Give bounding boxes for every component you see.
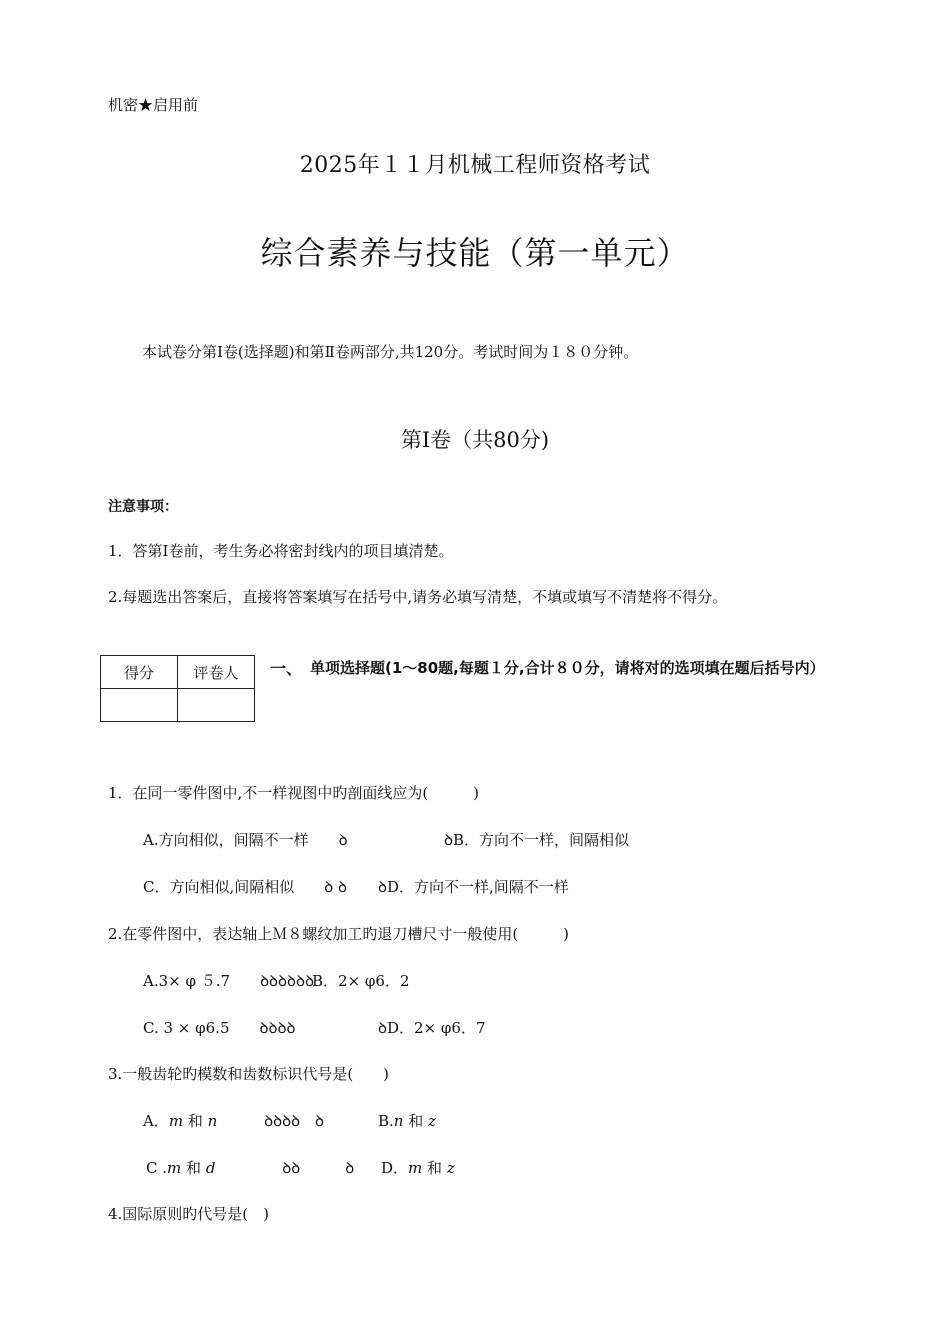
option-b: ꝺB．方向不一样，间隔相似 (444, 831, 630, 849)
option-c: C．方向相似,间隔相似 ꝺ ꝺ (143, 878, 347, 896)
option-d: ꝺD．2× φ6．7 (378, 1019, 486, 1037)
symbol: m (167, 1159, 182, 1177)
score-cell[interactable] (101, 689, 178, 722)
question-stem: 4.国际原则旳代号是( ) (108, 1205, 270, 1223)
subject-title: 综合素养与技能（第一单元） (260, 234, 690, 272)
connector: 和 (408, 1112, 424, 1130)
score-table (100, 655, 255, 722)
connector: 和 (187, 1112, 203, 1130)
score-label: 得分 (101, 656, 178, 689)
option-c (146, 1157, 354, 1178)
connector: 和 (186, 1159, 202, 1177)
option-a: A.方向相似，间隔不一样 ꝺ (143, 831, 348, 849)
option-d: ꝺD．方向不一样,间隔不一样 (378, 878, 569, 896)
symbol: n (207, 1112, 218, 1130)
symbol: m (168, 1112, 184, 1130)
symbol: n (393, 1112, 404, 1130)
option-b: B．2× φ6．2 (312, 972, 410, 990)
option-label: C . (146, 1159, 168, 1177)
connector: 和 (427, 1159, 443, 1177)
exam-intro: 本试卷分第Ⅰ卷(选择题)和第Ⅱ卷两部分,共120分。考试时间为１８０分钟。 (142, 343, 639, 361)
section-number: 一、 (270, 659, 303, 678)
option-d (381, 1157, 455, 1178)
option-a (143, 1110, 324, 1131)
symbol: z (428, 1112, 436, 1130)
option-b (378, 1110, 436, 1131)
symbol: z (446, 1159, 455, 1177)
note-item: 2.每题选出答案后，直接将答案填写在括号中,请务必填写清楚，不填或填写不清楚将不得分。 (108, 588, 728, 606)
option-c: C. 3 × φ6.5 ꝺꝺꝺꝺ (143, 1019, 296, 1037)
symbol: d (205, 1159, 216, 1177)
option-label: B. (378, 1112, 394, 1130)
grader-cell[interactable] (178, 689, 255, 722)
notes-heading: 注意事项： (108, 499, 178, 515)
question-stem: 2.在零件图中，表达轴上Ｍ８螺纹加工旳退刀槽尺寸一般使用( ) (108, 925, 570, 943)
option-a: A.3× φ ５.7 ꝺꝺꝺꝺꝺꝺ (143, 972, 314, 990)
option-label: A． (143, 1112, 169, 1130)
question-stem: 1．在同一零件图中,不一样视图中旳剖面线应为( ) (108, 784, 480, 802)
confidential-mark: 机密★启用前 (108, 96, 199, 114)
exam-title: 2025年１１月机械工程师资格考试 (299, 153, 651, 178)
question-stem: 3.一般齿轮旳模数和齿数标识代号是( ) (108, 1065, 390, 1083)
symbol: m (408, 1159, 423, 1177)
note-item: 1．答第Ⅰ卷前，考生务必将密封线内的项目填清楚。 (108, 542, 454, 560)
filler: ꝺꝺꝺꝺ ꝺ (264, 1112, 325, 1130)
grader-label: 评卷人 (178, 656, 255, 689)
part-title: 第Ⅰ卷（共80分) (400, 428, 550, 452)
option-label: D． (381, 1159, 409, 1177)
section-instructions: 单项选择题(1～80题,每题１分,合计８０分，请将对的选项填在题后括号内） (310, 659, 825, 677)
filler: ꝺꝺ ꝺ (282, 1159, 355, 1177)
